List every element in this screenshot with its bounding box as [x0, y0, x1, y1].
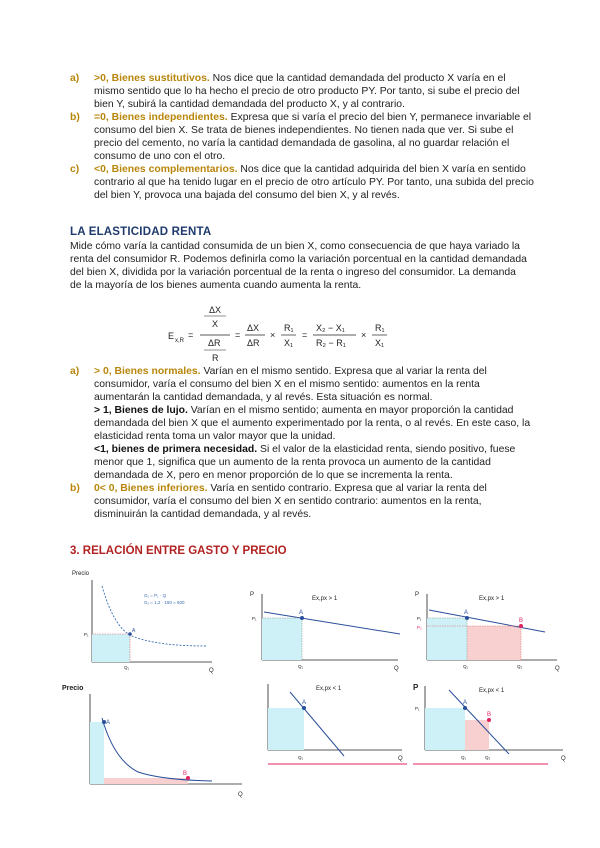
axis-p: P [415, 592, 420, 598]
keyword-luxury: > 1, Bienes de lujo. [94, 405, 188, 416]
q-label: Q₁ [298, 664, 304, 669]
point-label: A [302, 700, 307, 706]
chart-equation-2: G₁ = 1,2 · 150 = 600 [144, 600, 185, 605]
keyword-inferior-goods: 0< 0, Bienes inferiores. [94, 483, 208, 494]
formula-f1-num-top: ΔX [209, 305, 222, 315]
section-heading-3: 3. RELACIÓN ENTRE GASTO Y PRECIO [70, 545, 287, 557]
item-text: Si el valor de la elasticidad renta, siendo positivo, fuese menor que 1, significa que un aumento de la renta provoca un aumento de la cantidad demandada de X, pero en menor proporción de lo que se incrementa la renta. [94, 444, 516, 481]
expenditure-area [262, 618, 302, 660]
expenditure-area [268, 708, 304, 750]
item-text: Varían en el mismo sentido; aumenta en mayor proporción la cantidad demandada del bien X que el aumento experimentado por la renta, o al revés. En este caso, la elasticidad renta toma un valor mayor que la unidad. [94, 405, 531, 442]
chart-equation-1: G₁ = P₁ · Q [144, 593, 167, 598]
p-label: P₁ [252, 616, 257, 621]
income-intro: Mide cómo varía la cantidad consumida de un bien X, como consecuencia de que haya variado la renta del consumidor R. Podemos definirla como la variación porcentual en la cantidad demandada del bien X, dividida por la variación porcentual de la renta o ingreso del consumidor. La demanda de la mayoría de los bienes aumenta cuando aumenta la renta. [70, 241, 527, 291]
formula-times: × [270, 330, 276, 340]
income-elasticity-list [70, 365, 534, 521]
list-item [70, 111, 534, 163]
axis-q: Q [398, 756, 403, 762]
cross-elasticity-list [70, 72, 534, 202]
formula-f4-num: X₂ − X₁ [316, 323, 345, 333]
chart-inelastic-1 [262, 680, 407, 768]
list-item [70, 365, 534, 482]
list-item [70, 482, 534, 521]
expenditure-area-a [425, 708, 465, 750]
point-a-label: A [106, 720, 111, 726]
point-b-label: B [487, 712, 492, 718]
point-a [300, 616, 304, 620]
p1-label: P₁ [417, 616, 422, 621]
list-marker: b) [70, 112, 80, 123]
axis-p: P [250, 592, 255, 598]
formula-f2-num: ΔX [247, 323, 260, 333]
axis-q: Q [394, 666, 399, 672]
expenditure-area [92, 634, 130, 662]
point-b-label: B [519, 618, 524, 624]
expenditure-area-a [90, 722, 104, 784]
p1-label: P₁ [415, 706, 420, 711]
formula-eq: = [188, 330, 194, 340]
q-label: Q₁ [298, 755, 304, 760]
point-a [463, 706, 467, 710]
chart-xlabel: Q [209, 668, 214, 674]
list-marker: b) [70, 483, 80, 494]
formula-f1-den-top: ΔR [208, 338, 221, 348]
chart-title: Ex,px > 1 [479, 596, 505, 602]
keyword-substitutes: >0, Bienes sustitutivos. [94, 73, 210, 84]
formula-f2-den: ΔR [247, 338, 260, 348]
point-b [519, 624, 523, 628]
chart-demand-curve-1 [66, 566, 216, 676]
axis-p: P [413, 683, 419, 692]
chart-title: Ex,px > 1 [312, 596, 338, 602]
axis-q: Q [555, 666, 560, 672]
formula-f3-num: R₁ [284, 323, 294, 333]
point-a [465, 616, 469, 620]
keyword-necessity: <1, bienes de primera necesidad. [94, 444, 258, 455]
p2-label: P₂ [417, 625, 422, 630]
formula-eq: = [302, 330, 308, 340]
item-text: Nos dice que la cantidad adquirida del bien X varía en sentido contrario al que ha tenido lugar en el precio de otro artículo PY. Por tanto, una subida del precio del bien Y, provoca una bajada del consumo del bien X, y al revés. [94, 164, 534, 201]
list-item [70, 72, 534, 111]
axis-q: Q [561, 756, 566, 762]
section-heading-income: LA ELASTICIDAD RENTA [70, 226, 212, 238]
chart-demand-curve-2 [62, 680, 248, 800]
list-marker: a) [70, 73, 80, 84]
item-text: Varía en sentido contrario. Expresa que al variar la renta del consumidor, varía el consumo del bien X en sentido contrario: aumentos en la renta, disminuirán la cantidad demandada, y al revés. [94, 483, 487, 520]
chart-ylabel: Precio [62, 685, 84, 692]
point-label: A [299, 610, 304, 616]
formula-f3-den: X₁ [284, 338, 294, 348]
chart-inelastic-2 [413, 680, 573, 768]
point-b-label: B [183, 771, 188, 777]
item-text: Expresa que si varía el precio del bien Y, permanece invariable el consumo del bien X. Se trata de bienes independientes. No tienen nada que ver. Si sube el precio del cemento, no varía la cantidad demandada de gasolina, al no guardar relación el consumo de uno con el otro. [94, 112, 532, 162]
formula-f5-num: R₁ [375, 323, 385, 333]
formula-f1-num-bot: X [212, 319, 219, 329]
expenditure-area-b [465, 720, 489, 750]
chart-ylabel: Precio [72, 571, 90, 577]
formula-eq: = [235, 330, 241, 340]
point-b [487, 718, 491, 722]
item-text: Nos dice que la cantidad demandada del producto X varía en el mismo sentido que lo ha hecho el precio de otro producto PY. Por tanto, si sube el precio del bien Y, subirá la cantidad demandada del producto X, y al contrario. [94, 73, 520, 110]
keyword-normal-goods: > 0, Bienes normales. [94, 366, 201, 377]
expenditure-area-a [427, 618, 467, 660]
q1-label: Q₁ [461, 755, 467, 760]
formula-f5-den: X₁ [375, 338, 385, 348]
item-text: Varían en el mismo sentido. Expresa que al variar la renta del consumidor, varía el consumo del bien X en el mismo sentido: aumentos en la renta aumentarán la cantidad demandada, y al revés. Esta situación es normal. [94, 366, 487, 403]
formula-f4-den: R₂ − R₁ [316, 338, 346, 348]
formula-lhs: E [168, 331, 175, 341]
list-marker: c) [70, 164, 80, 175]
chart-title: Ex,px < 1 [479, 688, 505, 694]
q-label: Q₁ [124, 665, 130, 670]
formula-times: × [361, 330, 367, 340]
chart-elastic-2 [415, 588, 565, 678]
keyword-complements: <0, Bienes complementarios. [94, 164, 238, 175]
formula-lhs-sub: x,R [175, 338, 184, 344]
point-a-label: A [464, 610, 469, 616]
expenditure-area-b [467, 626, 521, 660]
list-marker: a) [70, 366, 80, 377]
q2-label: Q₂ [517, 664, 523, 669]
q2-label: Q₂ [485, 755, 491, 760]
keyword-independent: =0, Bienes independientes. [94, 112, 228, 123]
formula-f1-den-bot: R [212, 353, 219, 363]
point-a [302, 706, 306, 710]
point-label: A [132, 628, 136, 634]
income-elasticity-formula [168, 305, 438, 365]
point-a-label: A [463, 700, 468, 706]
demand-curve [102, 718, 212, 781]
chart-xlabel: Q [238, 792, 243, 798]
chart-title: Ex,px < 1 [316, 686, 342, 692]
p-label: P₁ [84, 632, 89, 637]
q1-label: Q₁ [463, 664, 469, 669]
list-item [70, 163, 534, 202]
chart-elastic-1 [250, 588, 405, 678]
